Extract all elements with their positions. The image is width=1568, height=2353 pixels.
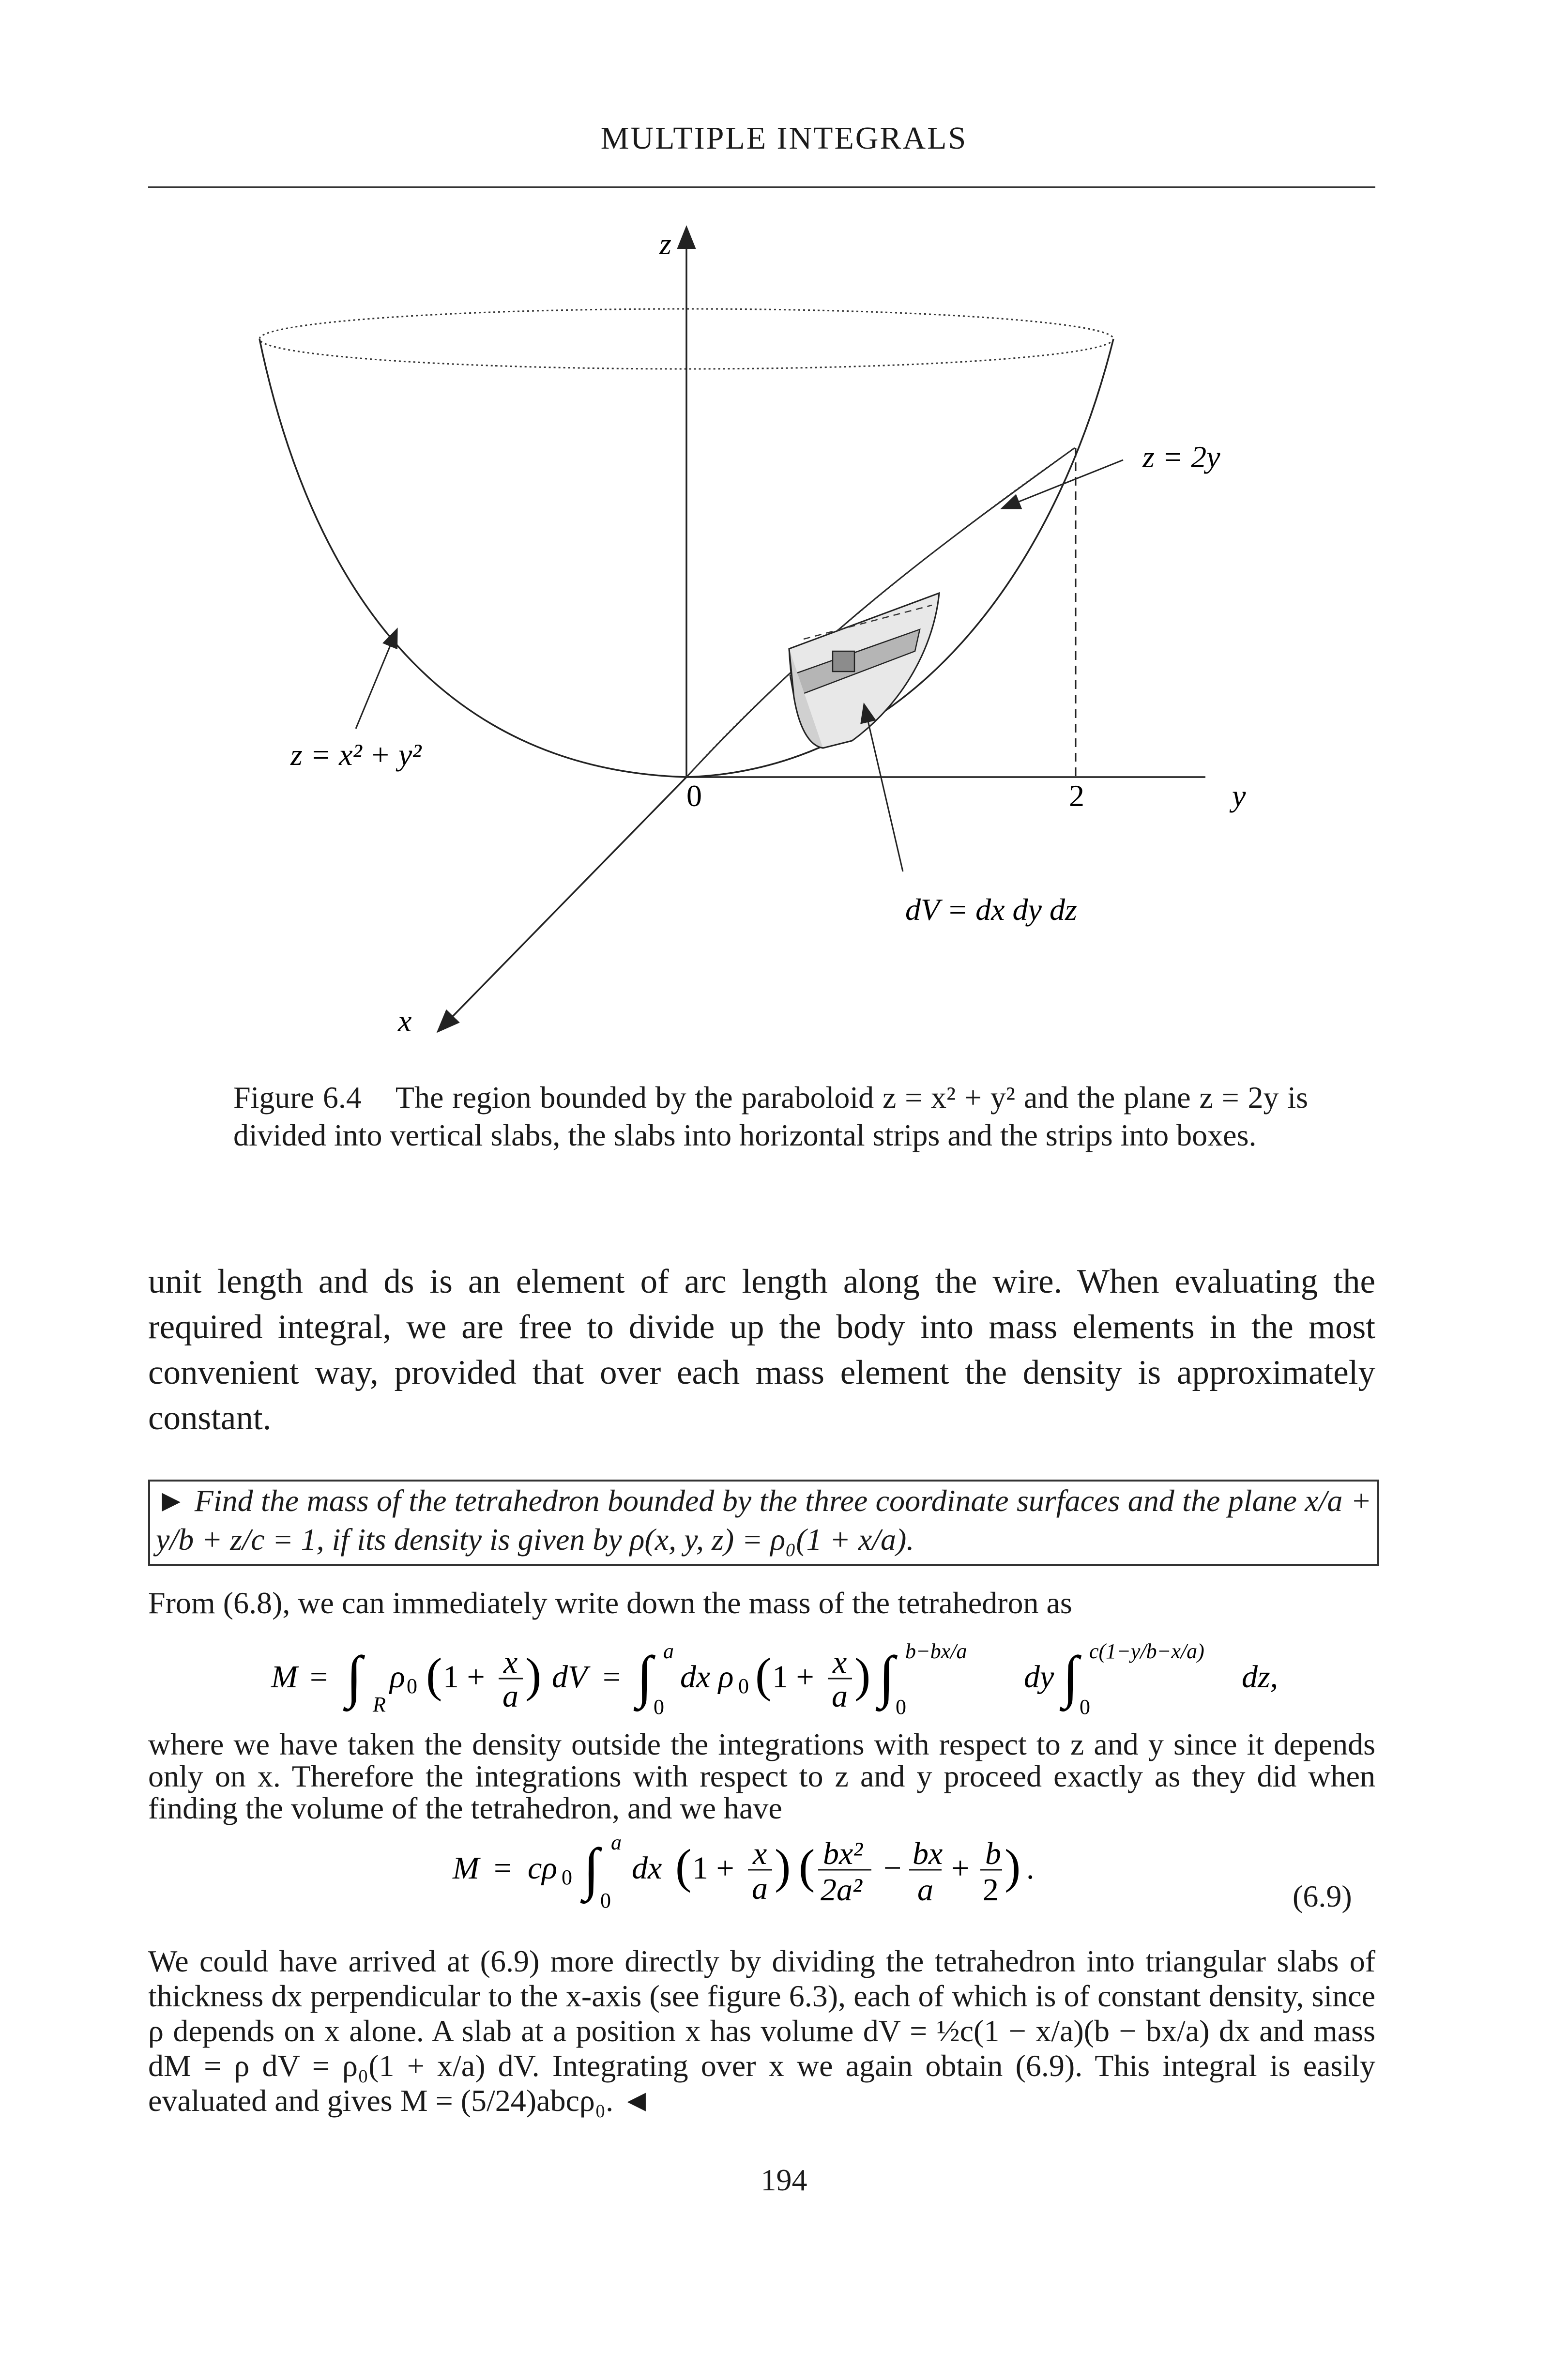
paragraph-continuation: unit length and ds is an element of arc length along the wire. When evaluating the required integral, we are free to divide up the body into mass elements in the most convenient way, provided that over each mass element the density is approximately constant.: [148, 1263, 1375, 1437]
svg-text:=: =: [494, 1850, 512, 1886]
svg-text:(: (: [799, 1839, 815, 1893]
svg-text:0: 0: [896, 1695, 906, 1719]
svg-text:a: a: [832, 1679, 848, 1714]
svg-text:dV: dV: [552, 1659, 588, 1695]
svg-text:0: 0: [407, 1674, 417, 1698]
svg-text:0: 0: [654, 1695, 664, 1719]
page-number: 194: [761, 2163, 807, 2197]
svg-text:2: 2: [983, 1872, 999, 1908]
dV-leader: [864, 704, 903, 871]
figure-6-4: [0, 194, 1568, 1065]
plane-curve: [686, 448, 1075, 777]
caption-number: Figure 6.4: [233, 1080, 362, 1115]
origin-label: 0: [686, 779, 702, 813]
svg-text:b−bx/a: b−bx/a: [905, 1639, 967, 1663]
svg-text:ρ: ρ: [390, 1659, 405, 1695]
z-axis-label: z: [659, 227, 671, 261]
plane-leader: [1002, 460, 1123, 508]
svg-text:=: =: [310, 1659, 328, 1695]
running-header: MULTIPLE INTEGRALS: [600, 121, 968, 156]
svg-text:1 +: 1 +: [692, 1850, 734, 1886]
svg-text:M: M: [453, 1850, 479, 1886]
svg-text:a: a: [917, 1872, 933, 1908]
svg-text:x: x: [833, 1645, 847, 1680]
x-axis-label: x: [398, 1004, 412, 1038]
equation-mass-integral: [0, 1639, 1568, 1721]
svg-text:∫: ∫: [1063, 1644, 1079, 1709]
svg-text:dx: dx: [632, 1850, 662, 1886]
equation-number: (6.9): [1293, 1879, 1352, 1913]
svg-text:(: (: [755, 1648, 772, 1702]
paraboloid-label: z = x² + y²: [290, 737, 422, 772]
example-text: Find the mass of the tetrahedron bounded by the three coordinate surfaces and the plane x/a + y/b + z/c = 1, if its density is given by ρ(x, y, z) = ρ₀(1 + x/a).: [156, 1483, 1372, 1557]
dV-label: dV = dx dy dz: [905, 892, 1077, 927]
svg-text:M: M: [271, 1659, 298, 1695]
x-axis: [438, 777, 686, 1031]
svg-text:c(1−y/b−x/a): c(1−y/b−x/a): [1089, 1639, 1204, 1663]
svg-text:0: 0: [600, 1889, 611, 1912]
svg-text:bx: bx: [913, 1836, 943, 1871]
svg-text:0: 0: [738, 1674, 749, 1698]
svg-text:a: a: [663, 1639, 674, 1663]
svg-text:a: a: [611, 1831, 622, 1854]
paragraph-from-6-8: From (6.8), we can immediately write down the mass of the tetrahedron as: [148, 1586, 1072, 1620]
svg-text:∫: ∫: [637, 1644, 653, 1709]
svg-text:1 +: 1 +: [443, 1659, 485, 1695]
svg-text:∫: ∫: [583, 1836, 599, 1901]
svg-text:): ): [1005, 1839, 1021, 1893]
paragraph-where: where we have taken the density outside the integrations with respect to z and y since it depends only on x. Therefore the integrations with respect to z and y proceed exactly as they did when finding the volume of the tetrahedron, and we have: [148, 1727, 1375, 1825]
svg-text:dx ρ: dx ρ: [680, 1659, 734, 1695]
svg-text:a: a: [502, 1679, 518, 1714]
svg-text:2a²: 2a²: [821, 1872, 862, 1908]
svg-text:+: +: [951, 1850, 970, 1886]
svg-text:0: 0: [1080, 1695, 1090, 1719]
svg-text:dz,: dz,: [1242, 1659, 1279, 1695]
svg-text:): ): [525, 1648, 542, 1702]
svg-text:x: x: [753, 1836, 767, 1871]
end-marker: ◄: [621, 2083, 652, 2118]
caption-text: The region bounded by the paraboloid z = x² + y² and the plane z = 2y is divided into vertical slabs, the slabs into horizontal strips and the strips into boxes.: [233, 1080, 1309, 1152]
example-marker: ►: [156, 1483, 187, 1518]
y-axis-label: y: [1232, 779, 1246, 813]
svg-text:cρ: cρ: [528, 1850, 557, 1886]
figure-caption: [233, 1079, 1308, 1154]
svg-text:∫: ∫: [346, 1644, 362, 1709]
svg-text:(: (: [675, 1839, 692, 1893]
svg-text:−: −: [883, 1850, 902, 1886]
box-element: [833, 651, 854, 672]
svg-text:): ): [775, 1839, 791, 1893]
svg-text:b: b: [985, 1836, 1001, 1871]
svg-text:bx²: bx²: [823, 1836, 863, 1871]
svg-text:=: =: [603, 1659, 621, 1695]
svg-text:(: (: [426, 1648, 442, 1702]
svg-text:∫: ∫: [879, 1644, 895, 1709]
svg-text:R: R: [373, 1693, 386, 1716]
plane-curve-back: [686, 448, 1075, 777]
header-rule: [148, 186, 1375, 188]
svg-text:1 +: 1 +: [772, 1659, 814, 1695]
paragraph-alternative-text: We could have arrived at (6.9) more directly by dividing the tetrahedron into triangular slabs of thickness dx perpendicular to the x-axis (see figure 6.3), each of which is of constant density, since ρ depends on x alone. A slab at a position x has volume dV = ½c(1 − x/a)(b − bx/a) dx and mass dM = ρ dV = ρ₀(1 + x/a) dV. Integrating over x we again obtain (6.9). This integral is easily evaluated and gives M = (5/24)abcρ₀.: [148, 1944, 1375, 2118]
plane-label: z = 2y: [1142, 440, 1220, 474]
paraboloid-leader: [356, 629, 397, 729]
svg-text:a: a: [752, 1871, 768, 1906]
svg-text:x: x: [503, 1645, 518, 1680]
svg-text:dy: dy: [1024, 1659, 1054, 1695]
paragraph-alternative: [148, 1944, 1375, 2118]
svg-text:): ): [854, 1648, 871, 1702]
worked-example-box: [148, 1480, 1379, 1566]
two-label: 2: [1069, 779, 1084, 813]
svg-text:0: 0: [562, 1865, 572, 1889]
svg-text:.: .: [1026, 1850, 1035, 1886]
